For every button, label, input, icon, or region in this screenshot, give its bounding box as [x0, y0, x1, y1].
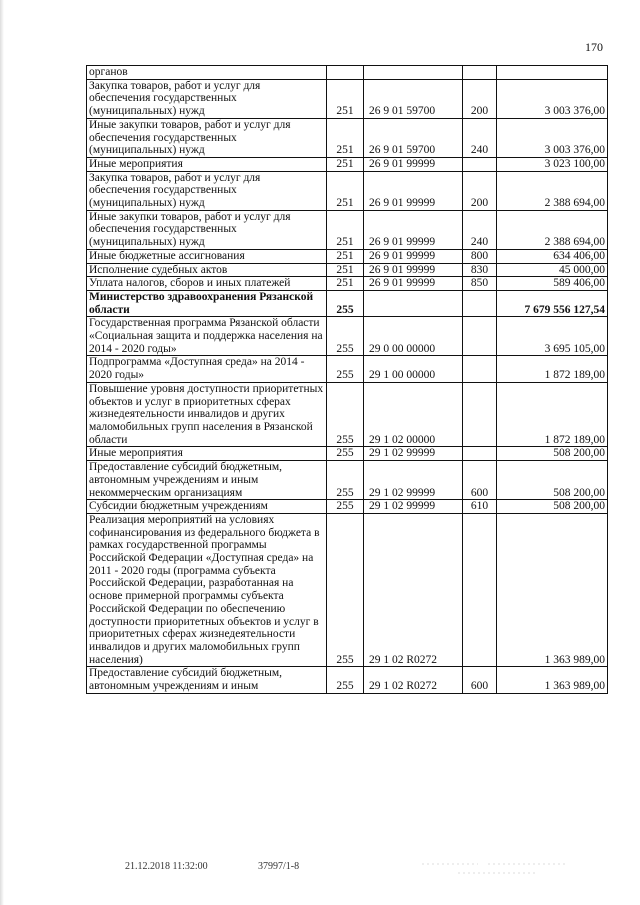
row-name: Исполнение судебных актов — [87, 263, 327, 277]
row-code: 255 — [327, 382, 364, 447]
row-name: Иные мероприятия — [87, 157, 327, 171]
table-row — [87, 317, 608, 356]
row-csr: 29 1 02 99999 — [364, 447, 463, 461]
row-sum: 508 200,00 — [497, 461, 608, 500]
row-vr — [463, 157, 497, 171]
row-sum: 1 363 989,00 — [497, 667, 608, 693]
row-vr: 240 — [463, 118, 497, 157]
table-row — [87, 277, 608, 291]
row-vr: 610 — [463, 500, 497, 514]
table-row — [87, 382, 608, 447]
budget-table-body — [87, 66, 608, 694]
table-row — [87, 667, 608, 693]
row-sum: 2 388 694,00 — [497, 171, 608, 210]
row-vr: 200 — [463, 79, 497, 118]
row-code: 255 — [327, 290, 364, 316]
row-code: 255 — [327, 317, 364, 356]
row-code: 251 — [327, 118, 364, 157]
row-sum: 3 695 105,00 — [497, 317, 608, 356]
table-row — [87, 290, 608, 316]
row-csr: 26 9 01 99999 — [364, 210, 463, 249]
table-row — [87, 210, 608, 249]
row-sum: 45 000,00 — [497, 263, 608, 277]
row-sum: 2 388 694,00 — [497, 210, 608, 249]
row-name: Повышение уровня доступности приоритетных объектов и услуг в приоритетных сферах жизнедеятельности инвалидов и других маломобильных групп населения в Рязанской области — [87, 382, 327, 447]
row-code: 251 — [327, 171, 364, 210]
row-name: Закупка товаров, работ и услуг для обеспечения государственных (муниципальных) нужд — [87, 171, 327, 210]
row-csr — [364, 290, 463, 316]
table-row — [87, 157, 608, 171]
row-code: 251 — [327, 249, 364, 263]
row-vr: 830 — [463, 263, 497, 277]
table-row — [87, 66, 608, 80]
row-name: Закупка товаров, работ и услуг для обеспечения государственных (муниципальных) нужд — [87, 79, 327, 118]
row-code: 251 — [327, 79, 364, 118]
row-vr — [463, 290, 497, 316]
row-csr: 29 1 02 99999 — [364, 500, 463, 514]
row-name: Реализация мероприятий на условиях софинансирования из федерального бюджета в рамках государственной программы Российской Федерации «Доступная среда» на 2011 - 2020 годы (программа субъекта Российской Федерации, разработанная на основе примерной программы субъекта Российской Федерации по обеспечению доступности приоритетных объектов и услуг в приоритетных сферах жизнедеятельности инвалидов и других маломобильных групп населения) — [87, 513, 327, 666]
row-csr: 26 9 01 59700 — [364, 79, 463, 118]
row-code: 251 — [327, 157, 364, 171]
row-csr: 26 9 01 99999 — [364, 171, 463, 210]
row-vr — [463, 447, 497, 461]
row-code: 255 — [327, 513, 364, 666]
table-row — [87, 118, 608, 157]
row-vr: 240 — [463, 210, 497, 249]
table-row — [87, 513, 608, 666]
row-code: 251 — [327, 277, 364, 291]
row-name: Иные мероприятия — [87, 447, 327, 461]
row-sum: 1 872 189,00 — [497, 382, 608, 447]
row-vr — [463, 317, 497, 356]
row-csr: 29 0 00 00000 — [364, 317, 463, 356]
row-sum: 634 406,00 — [497, 249, 608, 263]
scan-edge — [0, 0, 4, 905]
row-sum: 7 679 556 127,54 — [497, 290, 608, 316]
row-code: 255 — [327, 356, 364, 382]
row-vr: 600 — [463, 461, 497, 500]
row-csr: 26 9 01 99999 — [364, 249, 463, 263]
row-name: органов — [87, 66, 327, 80]
row-sum — [497, 66, 608, 80]
row-code: 251 — [327, 210, 364, 249]
row-sum: 3 023 100,00 — [497, 157, 608, 171]
row-vr: 850 — [463, 277, 497, 291]
row-vr: 800 — [463, 249, 497, 263]
row-vr — [463, 513, 497, 666]
row-code: 255 — [327, 461, 364, 500]
row-name: Иные бюджетные ассигнования — [87, 249, 327, 263]
table-row — [87, 263, 608, 277]
row-csr: 26 9 01 99999 — [364, 277, 463, 291]
row-code: 255 — [327, 500, 364, 514]
row-name: Предоставление субсидий бюджетным, автономным учреждениям и иным — [87, 667, 327, 693]
footer-datetime: 21.12.2018 11:32:00 — [125, 861, 208, 872]
faint-stamp-mark — [418, 858, 578, 878]
row-csr: 26 9 01 59700 — [364, 118, 463, 157]
row-csr: 29 1 02 99999 — [364, 461, 463, 500]
row-code: 251 — [327, 263, 364, 277]
table-row — [87, 171, 608, 210]
table-row — [87, 500, 608, 514]
row-name: Уплата налогов, сборов и иных платежей — [87, 277, 327, 291]
row-sum: 508 200,00 — [497, 500, 608, 514]
row-csr: 29 1 02 00000 — [364, 382, 463, 447]
footer-doc-number: 37997/1-8 — [258, 861, 300, 872]
table-row — [87, 79, 608, 118]
row-name: Субсидии бюджетным учреждениям — [87, 500, 327, 514]
page-number: 170 — [585, 40, 603, 54]
row-code: 255 — [327, 447, 364, 461]
row-name: Предоставление субсидий бюджетным, автономным учреждениям и иным некоммерческим организациям — [87, 461, 327, 500]
row-sum: 3 003 376,00 — [497, 118, 608, 157]
row-vr: 600 — [463, 667, 497, 693]
row-sum: 589 406,00 — [497, 277, 608, 291]
row-csr: 29 1 00 00000 — [364, 356, 463, 382]
table-row — [87, 461, 608, 500]
row-vr — [463, 356, 497, 382]
row-code — [327, 66, 364, 80]
row-code: 255 — [327, 667, 364, 693]
row-csr — [364, 66, 463, 80]
row-name: Подпрограмма «Доступная среда» на 2014 - 2020 годы» — [87, 356, 327, 382]
row-name: Государственная программа Рязанской области «Социальная защита и поддержка населения на 2014 - 2020 годы» — [87, 317, 327, 356]
row-csr: 26 9 01 99999 — [364, 157, 463, 171]
table-row — [87, 249, 608, 263]
table-row — [87, 447, 608, 461]
row-sum: 3 003 376,00 — [497, 79, 608, 118]
row-sum: 1 872 189,00 — [497, 356, 608, 382]
row-sum: 1 363 989,00 — [497, 513, 608, 666]
row-name: Министерство здравоохранения Рязанской области — [87, 290, 327, 316]
table-row — [87, 356, 608, 382]
row-csr: 29 1 02 R0272 — [364, 667, 463, 693]
row-vr — [463, 66, 497, 80]
budget-table — [86, 65, 608, 694]
row-csr: 29 1 02 R0272 — [364, 513, 463, 666]
row-vr: 200 — [463, 171, 497, 210]
row-name: Иные закупки товаров, работ и услуг для обеспечения государственных (муниципальных) нужд — [87, 118, 327, 157]
row-name: Иные закупки товаров, работ и услуг для обеспечения государственных (муниципальных) нужд — [87, 210, 327, 249]
row-vr — [463, 382, 497, 447]
row-sum: 508 200,00 — [497, 447, 608, 461]
row-csr: 26 9 01 99999 — [364, 263, 463, 277]
